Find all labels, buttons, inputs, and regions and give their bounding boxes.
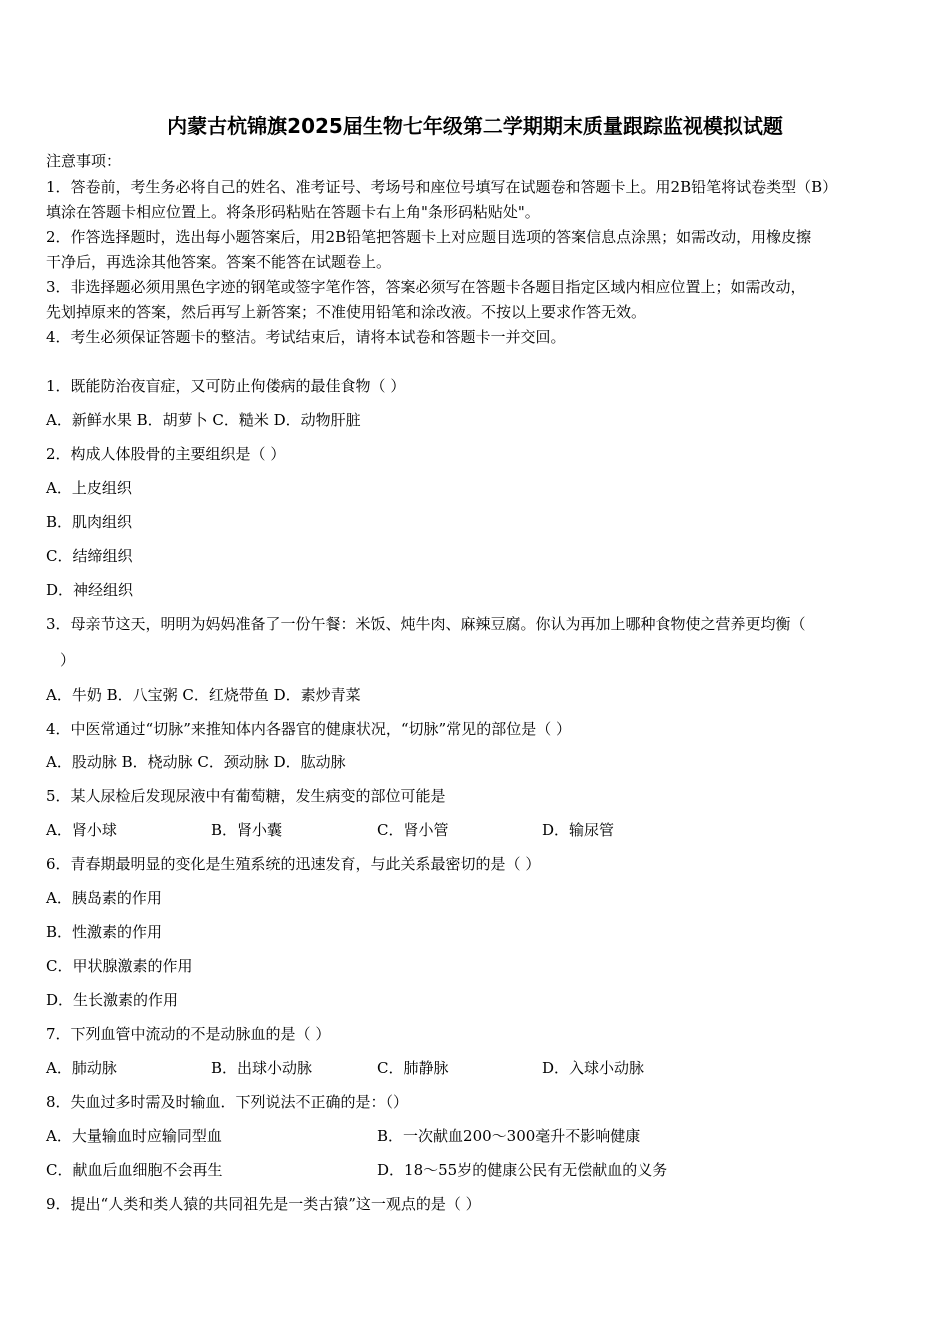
question-8-option-d: D．18～55岁的健康公民有无偿献血的义务 xyxy=(377,1161,668,1179)
question-1-options: A．新鲜水果 B．胡萝卜 C．糙米 D．动物肝脏 xyxy=(46,411,361,429)
question-2-stem: 2．构成人体股骨的主要组织是（ ） xyxy=(46,445,286,463)
notice-line: 4．考生必须保证答题卡的整洁。考试结束后，请将本试卷和答题卡一并交回。 xyxy=(46,328,566,346)
notice-line: 填涂在答题卡相应位置上。将条形码粘贴在答题卡右上角"条形码粘贴处"。 xyxy=(46,203,540,221)
notice-line: 2．作答选择题时，选出每小题答案后，用2B铅笔把答题卡上对应题目选项的答案信息点涂黑；如需改动，用橡皮擦 xyxy=(46,228,812,246)
question-6-option-d: D．生长激素的作用 xyxy=(46,991,179,1009)
question-8-option-b: B．一次献血200～300毫升不影响健康 xyxy=(377,1127,641,1145)
question-5-option-c: C．肾小管 xyxy=(377,821,449,839)
question-3-stem-continued: ） xyxy=(60,651,76,669)
question-7-option-a: A．肺动脉 xyxy=(46,1059,117,1077)
question-5-option-b: B．肾小囊 xyxy=(211,821,283,839)
question-2-option-d: D．神经组织 xyxy=(46,581,134,599)
question-5-stem: 5．某人尿检后发现尿液中有葡萄糖，发生病变的部位可能是 xyxy=(46,787,446,805)
question-3-stem: 3．母亲节这天，明明为妈妈准备了一份午餐：米饭、炖牛肉、麻辣豆腐。你认为再加上哪种食物使之营养更均衡（ xyxy=(46,615,806,633)
question-5-option-d: D．输尿管 xyxy=(542,821,615,839)
question-7-option-c: C．肺静脉 xyxy=(377,1059,449,1077)
question-2-option-a: A．上皮组织 xyxy=(46,479,132,497)
question-8-option-a: A．大量输血时应输同型血 xyxy=(46,1127,222,1145)
notice-line: 先划掉原来的答案，然后再写上新答案；不准使用铅笔和涂改液。不按以上要求作答无效。 xyxy=(46,303,647,321)
question-7-option-d: D．入球小动脉 xyxy=(542,1059,645,1077)
question-4-stem: 4．中医常通过“切脉”来推知体内各器官的健康状况，“切脉”常见的部位是（ ） xyxy=(46,720,571,738)
question-1-stem: 1．既能防治夜盲症，又可防止佝偻病的最佳食物（ ） xyxy=(46,377,406,395)
question-5-option-a: A．肾小球 xyxy=(46,821,117,839)
question-6-stem: 6．青春期最明显的变化是生殖系统的迅速发育，与此关系最密切的是（ ） xyxy=(46,855,541,873)
question-3-options: A．牛奶 B．八宝粥 C．红烧带鱼 D．素炒青菜 xyxy=(46,686,361,704)
question-6-option-b: B．性激素的作用 xyxy=(46,923,163,941)
question-6-option-c: C．甲状腺激素的作用 xyxy=(46,957,193,975)
notice-line: 3．非选择题必须用黑色字迹的钢笔或签字笔作答，答案必须写在答题卡各题目指定区域内相应位置上；如需改动， xyxy=(46,278,806,296)
question-7-stem: 7．下列血管中流动的不是动脉血的是（ ） xyxy=(46,1025,331,1043)
notice-line: 1．答卷前，考生务必将自己的姓名、准考证号、考场号和座位号填写在试题卷和答题卡上。用2B铅笔将试卷类型（B） xyxy=(46,178,838,196)
notice-line: 干净后，再选涂其他答案。答案不能答在试题卷上。 xyxy=(46,253,392,271)
question-9-stem: 9．提出“人类和类人猿的共同祖先是一类古猿”这一观点的是（ ） xyxy=(46,1195,481,1213)
page-title: 内蒙古杭锦旗2025届生物七年级第二学期期末质量跟踪监视模拟试题 xyxy=(167,114,783,138)
question-6-option-a: A．胰岛素的作用 xyxy=(46,889,162,907)
notice-heading: 注意事项： xyxy=(46,152,122,170)
question-2-option-c: C．结缔组织 xyxy=(46,547,133,565)
question-7-option-b: B．出球小动脉 xyxy=(211,1059,313,1077)
question-2-option-b: B．肌肉组织 xyxy=(46,513,133,531)
question-4-options: A．股动脉 B．桡动脉 C．颈动脉 D．肱动脉 xyxy=(46,753,346,771)
question-8-option-c: C．献血后血细胞不会再生 xyxy=(46,1161,223,1179)
question-8-stem: 8．失血过多时需及时输血．下列说法不正确的是：（） xyxy=(46,1093,409,1111)
